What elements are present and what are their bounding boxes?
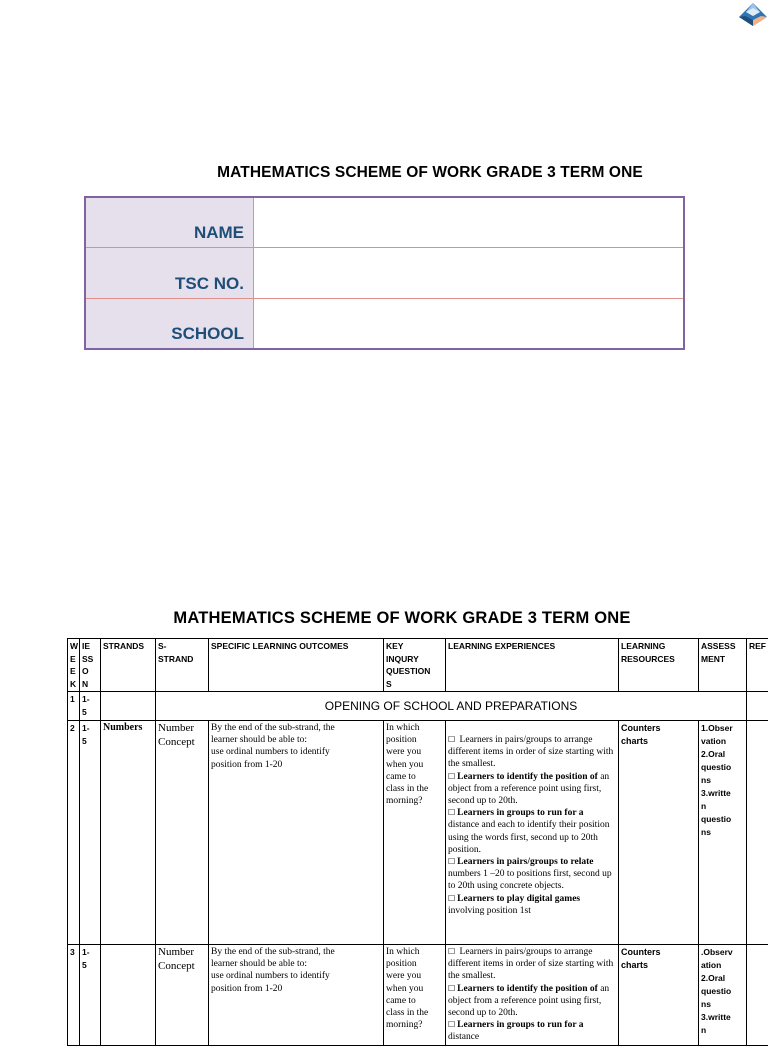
- diamond-logo-icon: [736, 2, 768, 28]
- key-inquiry-cell: In which position were you when you came to class in the morning?: [384, 721, 446, 945]
- header-week: W E E K: [68, 639, 80, 692]
- school-row: [86, 299, 683, 348]
- experience-item: ☐ Learners to play digital games involving position 1st: [448, 893, 616, 917]
- checkbox-icon: ☐: [448, 894, 455, 903]
- header-lesson: IE SS O N: [80, 639, 101, 692]
- reflection-cell: [747, 692, 768, 721]
- sub-strand-cell: Number Concept: [156, 945, 209, 1046]
- resources-cell: Counters charts: [619, 945, 699, 1046]
- checkbox-icon: ☐: [448, 947, 455, 956]
- strand-cell: [101, 692, 156, 721]
- assessment-cell: 1.Obser vation 2.Oral questio ns 3.writte n questio ns: [699, 721, 747, 945]
- scheme-of-work-table: [67, 638, 768, 1046]
- header-outcomes: SPECIFIC LEARNING OUTCOMES: [209, 639, 384, 692]
- name-row: [86, 198, 683, 248]
- experiences-cell: [446, 945, 619, 1046]
- tsc-label: TSC NO.: [86, 248, 254, 297]
- lesson-cell: 1- 5: [80, 692, 101, 721]
- week-cell: 1: [68, 692, 80, 721]
- lesson-cell: 1- 5: [80, 721, 101, 945]
- experience-item: ☐ Learners in groups to run for a distance: [448, 1019, 616, 1043]
- outcomes-cell: By the end of the sub-strand, the learner should be able to: use ordinal numbers to identify position from 1-20: [209, 945, 384, 1046]
- school-label: SCHOOL: [86, 299, 254, 348]
- assessment-cell: .Observ ation 2.Oral questio ns 3.writte n: [699, 945, 747, 1046]
- name-field[interactable]: [254, 198, 683, 247]
- header-strands: STRANDS: [101, 639, 156, 692]
- header-reflection: REF: [747, 639, 768, 692]
- resources-cell: Counters charts: [619, 721, 699, 945]
- checkbox-icon: ☐: [448, 772, 455, 781]
- table-row: [68, 721, 768, 945]
- experience-item: ☐ Learners in pairs/groups to arrange different items in order of size starting with the smallest.: [448, 734, 616, 771]
- sub-strand-cell: Number Concept: [156, 721, 209, 945]
- week-cell: 2: [68, 721, 80, 945]
- reflection-cell: [747, 945, 768, 1046]
- experience-item: ☐ Learners in pairs/groups to relate numbers 1 –20 to positions first, second up to 20th using concrete objects.: [448, 856, 616, 893]
- header-resources: LEARNING RESOURCES: [619, 639, 699, 692]
- lesson-cell: 1- 5: [80, 945, 101, 1046]
- opening-note: OPENING OF SCHOOL AND PREPARATIONS: [156, 692, 747, 721]
- checkbox-icon: ☐: [448, 857, 455, 866]
- checkbox-icon: ☐: [448, 984, 455, 993]
- table-row: [68, 945, 768, 1046]
- experiences-cell: [446, 721, 619, 945]
- experience-item: ☐ Learners to identify the position of an object from a reference point using first, second up to 20th.: [448, 771, 616, 808]
- experience-item: ☐ Learners to identify the position of an object from a reference point using first, second up to 20th.: [448, 983, 616, 1020]
- strand-cell: Numbers: [101, 721, 156, 945]
- header-sub-strand: S- STRAND: [156, 639, 209, 692]
- page-title: MATHEMATICS SCHEME OF WORK GRADE 3 TERM ONE: [0, 164, 768, 182]
- reflection-cell: [747, 721, 768, 945]
- checkbox-icon: ☐: [448, 808, 455, 817]
- header-assessment: ASSESS MENT: [699, 639, 747, 692]
- header-experiences: LEARNING EXPERIENCES: [446, 639, 619, 692]
- experience-item: ☐ Learners in groups to run for a distance and each to identify their position using the words first, second up to 20th position.: [448, 807, 616, 856]
- school-field[interactable]: [254, 299, 683, 348]
- header-row: [68, 639, 768, 692]
- header-key-inquiry: KEY INQURY QUESTION S: [384, 639, 446, 692]
- key-inquiry-cell: In which position were you when you came to class in the morning?: [384, 945, 446, 1046]
- strand-cell: [101, 945, 156, 1046]
- tsc-row: [86, 248, 683, 298]
- tsc-field[interactable]: [254, 248, 683, 297]
- experience-item: ☐ Learners in pairs/groups to arrange different items in order of size starting with the smallest.: [448, 946, 616, 983]
- teacher-info-table: [84, 196, 685, 350]
- scheme-title: MATHEMATICS SCHEME OF WORK GRADE 3 TERM ONE: [0, 609, 768, 628]
- checkbox-icon: ☐: [448, 1020, 455, 1029]
- outcomes-cell: By the end of the sub-strand, the learner should be able to: use ordinal numbers to identify position from 1-20: [209, 721, 384, 945]
- name-label: NAME: [86, 198, 254, 247]
- table-row: [68, 692, 768, 721]
- week-cell: 3: [68, 945, 80, 1046]
- checkbox-icon: ☐: [448, 735, 455, 744]
